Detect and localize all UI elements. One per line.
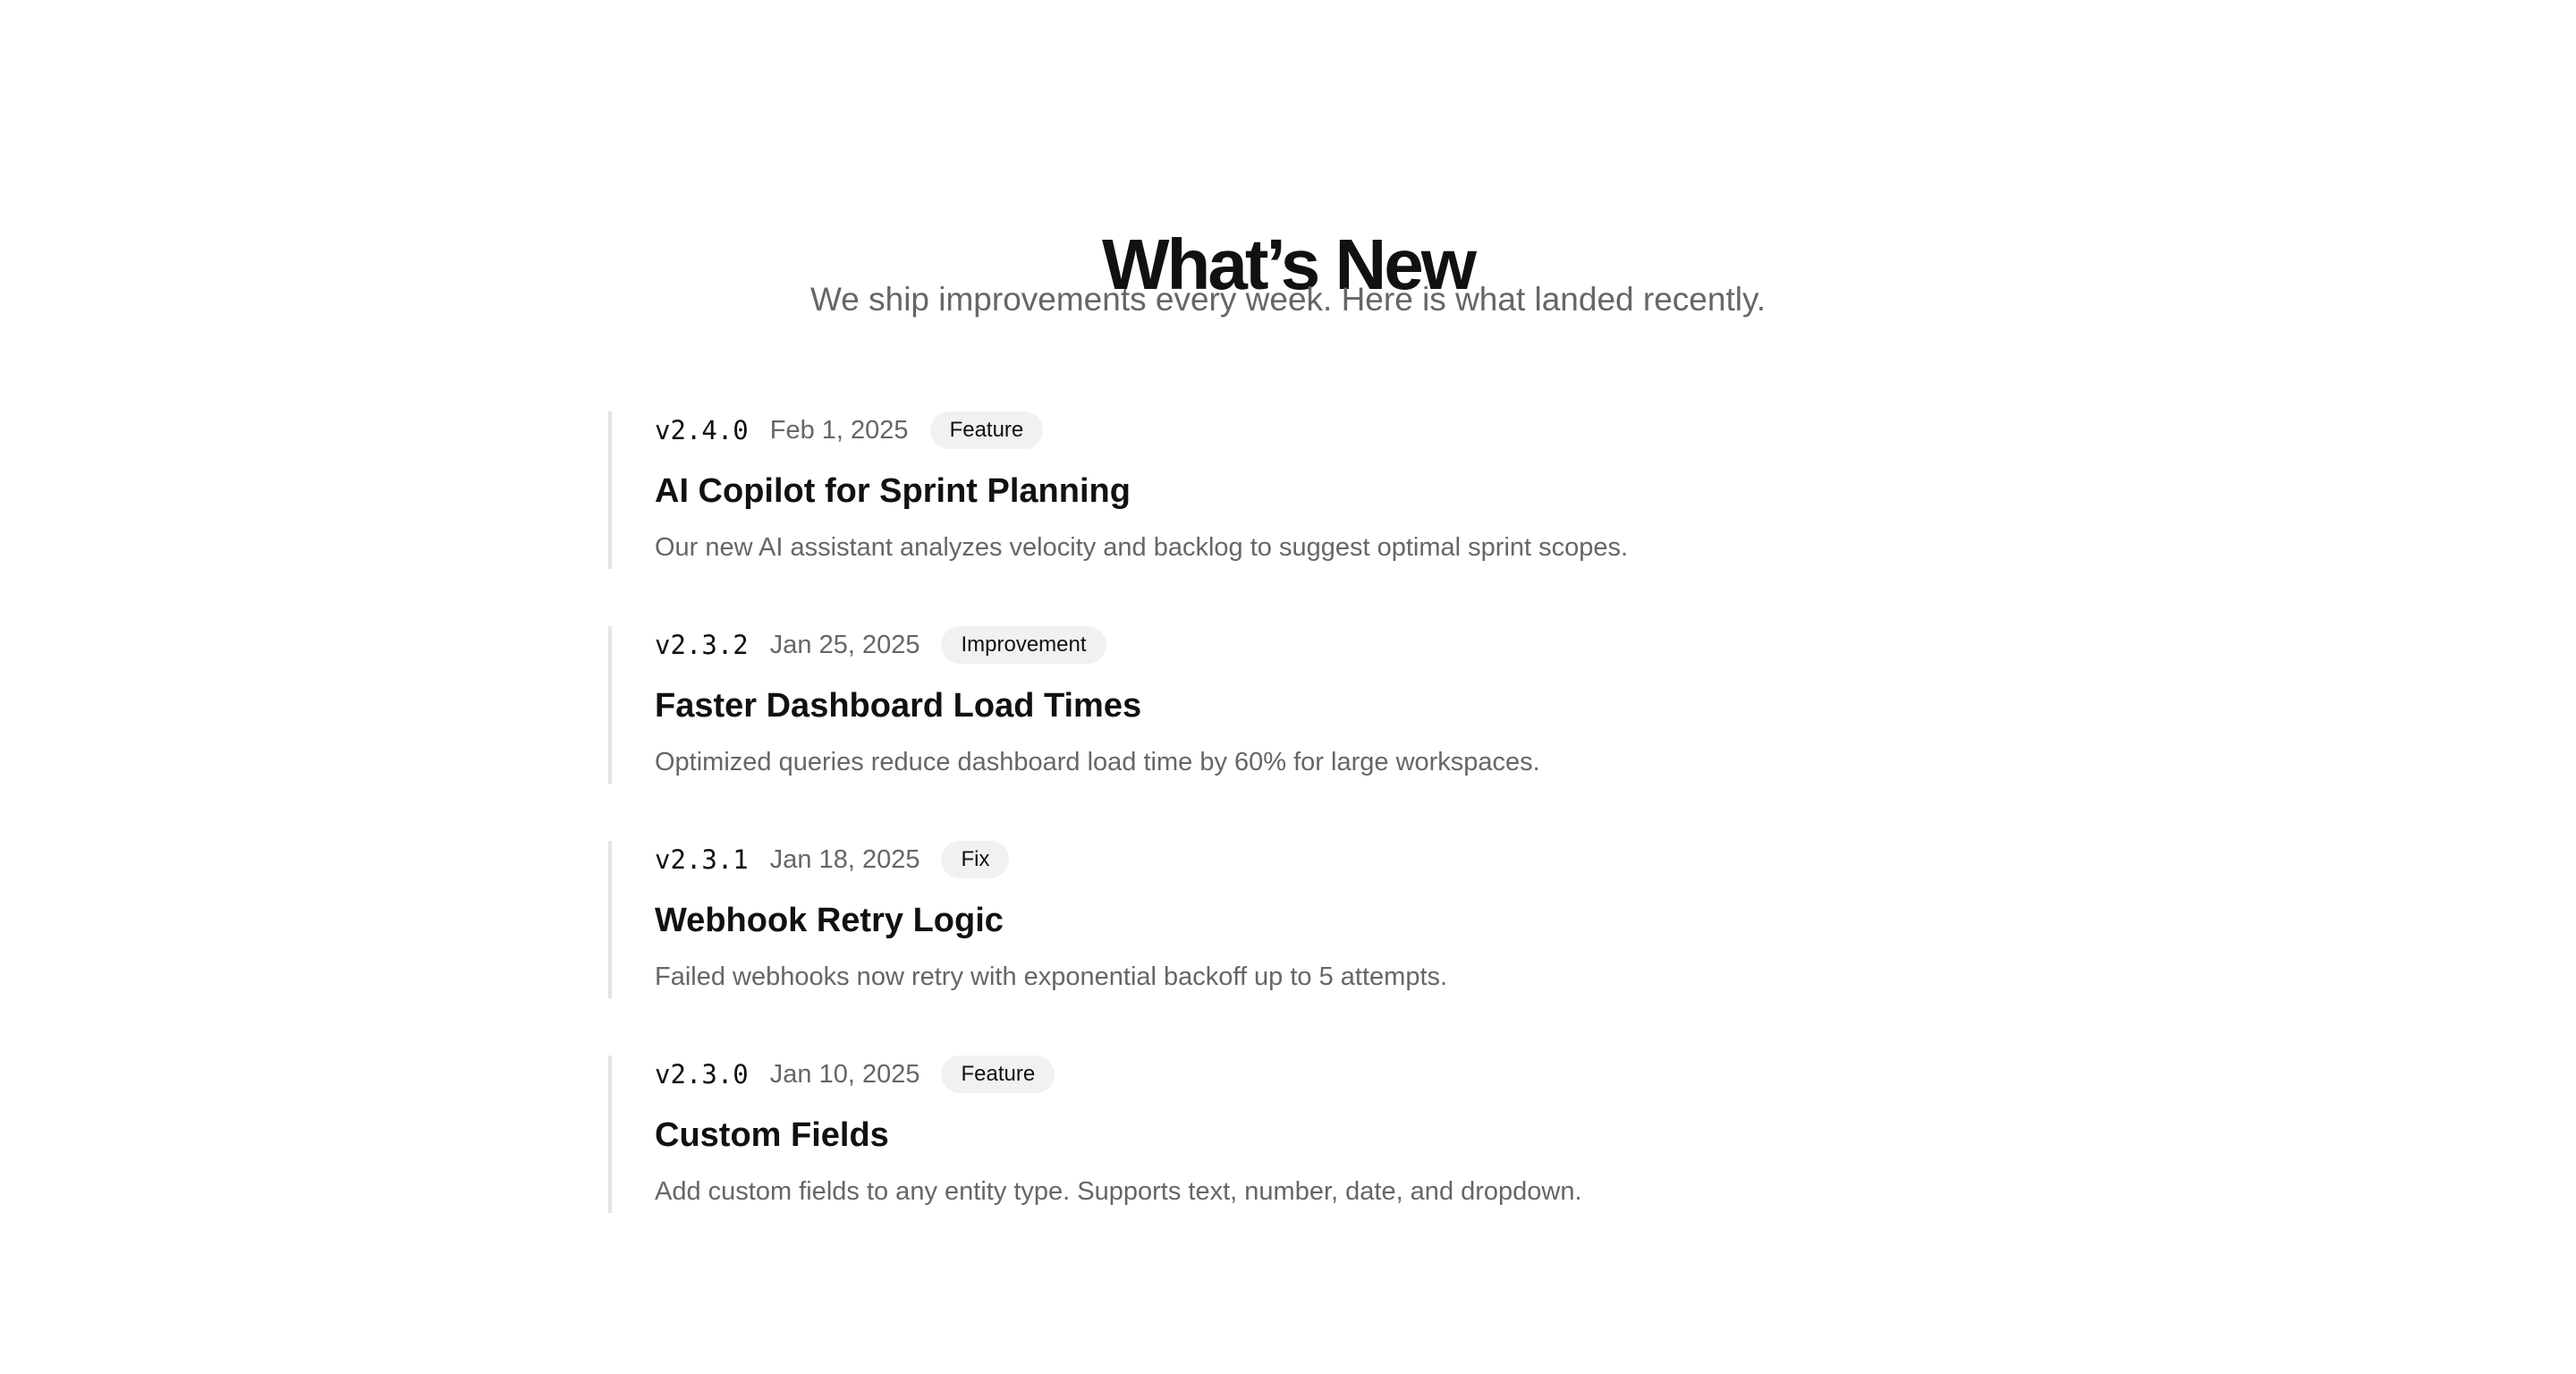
category-badge: Feature bbox=[930, 411, 1044, 449]
entry-meta bbox=[655, 1056, 1968, 1093]
release-date: Jan 25, 2025 bbox=[769, 630, 920, 659]
entry-description: Add custom fields to any entity type. Supports text, number, date, and dropdown. bbox=[655, 1177, 1582, 1206]
version-label: v2.4.0 bbox=[655, 415, 749, 445]
entry-meta bbox=[655, 411, 1968, 449]
entry-description: Failed webhooks now retry with exponential backoff up to 5 attempts. bbox=[655, 963, 1448, 991]
entry-title: AI Copilot for Sprint Planning bbox=[655, 472, 1131, 510]
page-subtitle: We ship improvements every week. Here is what landed recently. bbox=[810, 281, 1766, 318]
entry-title: Webhook Retry Logic bbox=[655, 902, 1004, 939]
version-label: v2.3.0 bbox=[655, 1059, 749, 1090]
entry-description: Optimized queries reduce dashboard load time by 60% for large workspaces. bbox=[655, 748, 1540, 776]
changelog-entry bbox=[608, 411, 1968, 569]
category-badge: Improvement bbox=[941, 626, 1106, 664]
entry-meta bbox=[655, 841, 1968, 878]
release-date: Feb 1, 2025 bbox=[769, 415, 909, 445]
changelog-entry bbox=[608, 626, 1968, 784]
entry-title: Custom Fields bbox=[655, 1116, 889, 1154]
page-title: What’s New bbox=[1102, 224, 1474, 304]
changelog-entry bbox=[608, 1056, 1968, 1213]
entry-title: Faster Dashboard Load Times bbox=[655, 687, 1142, 725]
changelog-list bbox=[608, 411, 1968, 1270]
release-date: Jan 10, 2025 bbox=[769, 1059, 920, 1089]
version-label: v2.3.1 bbox=[655, 844, 749, 875]
version-label: v2.3.2 bbox=[655, 630, 749, 660]
entry-description: Our new AI assistant analyzes velocity and backlog to suggest optimal sprint scopes. bbox=[655, 533, 1629, 562]
category-badge: Feature bbox=[941, 1056, 1055, 1093]
changelog-entry bbox=[608, 841, 1968, 998]
entry-meta bbox=[655, 626, 1968, 664]
release-date: Jan 18, 2025 bbox=[769, 844, 920, 874]
category-badge: Fix bbox=[941, 841, 1009, 878]
